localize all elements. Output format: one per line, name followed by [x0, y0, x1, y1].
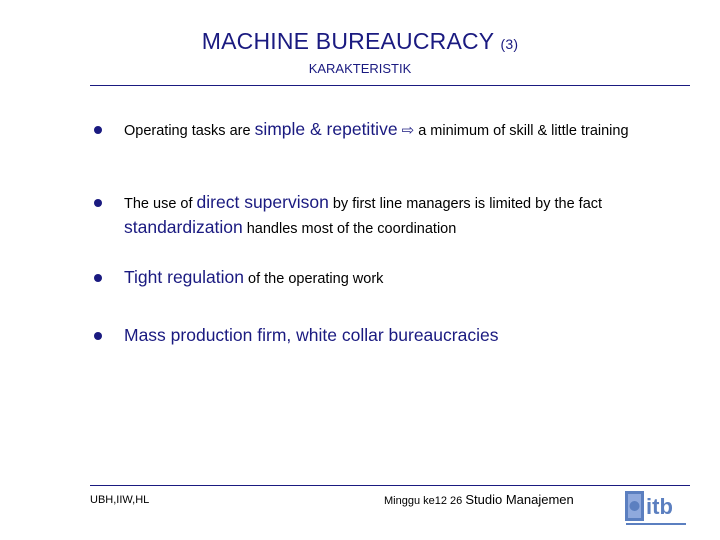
itb-logo-icon [624, 488, 688, 528]
bullet-dot [94, 126, 102, 134]
bullet-text-3 [124, 266, 679, 291]
slide-subtitle: KARAKTERISTIK [308, 61, 412, 76]
bullet-2-pre: The use of [124, 196, 197, 212]
bullet-2-mid: by first line managers is limited by the fact [328, 196, 603, 212]
footer-week: Minggu ke12 26 [384, 495, 463, 507]
slide-title-text: MACHINE BUREAUCRACY [201, 28, 494, 54]
footer-authors: UBH,IIW,HL [90, 494, 150, 506]
logo-text: itb [646, 494, 673, 519]
top-divider [90, 85, 690, 86]
bullet-dot [94, 332, 102, 340]
arrow-right-icon: ⇨ [401, 122, 415, 139]
bullet-dot [94, 274, 102, 282]
footer-course [384, 492, 574, 507]
bullet-1-pre: Operating tasks are [124, 123, 255, 139]
bullet-dot [94, 199, 102, 207]
slide-title [0, 28, 720, 55]
footer-course-name: Studio Manajemen [465, 492, 574, 507]
bullet-2-emphasis-2: standardization [124, 217, 243, 237]
bullet-3-emphasis: Tight regulation [124, 267, 244, 287]
bullet-text-2 [124, 191, 679, 241]
bullet-text-4 [124, 324, 679, 347]
bullet-4-emphasis: Mass production firm, white collar bureaucracies [124, 325, 499, 345]
slide-title-number: (3) [500, 36, 519, 52]
bullet-1-emphasis: simple & repetitive [254, 119, 398, 139]
bullet-text-1 [124, 118, 679, 143]
bullet-2-emphasis: direct supervison [196, 192, 329, 212]
bullet-3-post: of the operating work [243, 271, 384, 287]
bottom-divider [90, 485, 690, 486]
bullet-1-post: a minimum of skill & little training [414, 123, 629, 139]
bullet-2-post: handles most of the coordination [242, 221, 457, 237]
